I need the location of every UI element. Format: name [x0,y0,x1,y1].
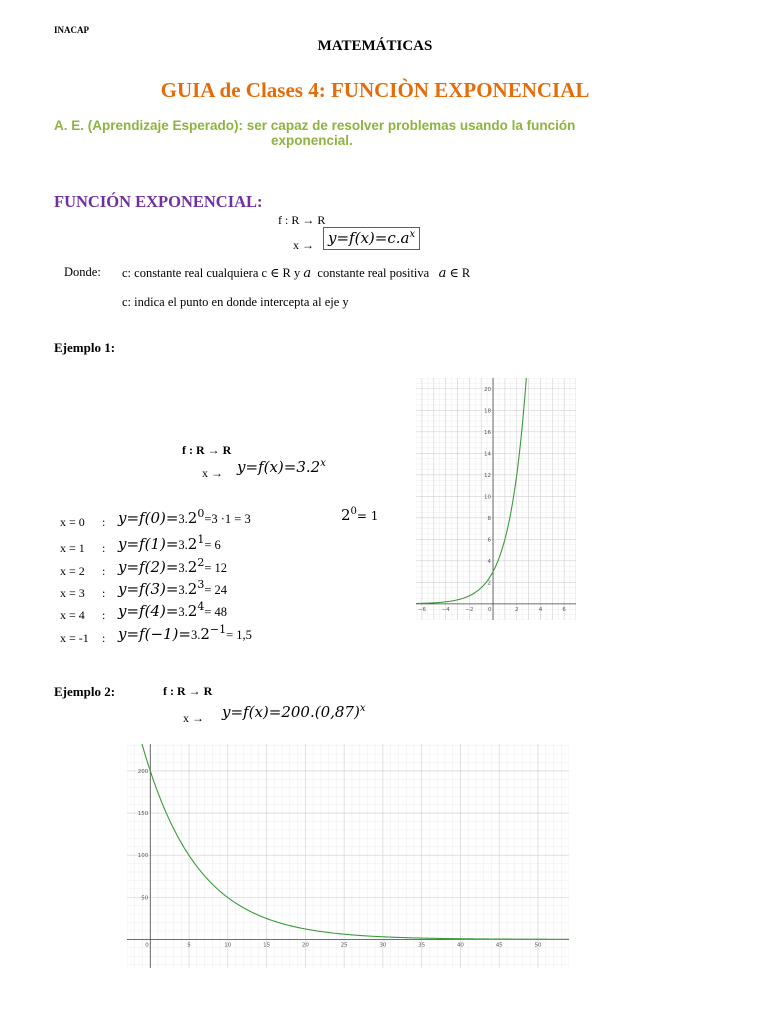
donde-line2: c: indica el punto en donde intercepta al eje y [122,295,349,309]
learning-outcome-line1: A. E. (Aprendizaje Esperado): ser capaz de resolver problemas usando la función [54,118,576,133]
y-tick-label: 10 [484,494,492,501]
example2-formula: $y=f(x)=200.(0,87)^x$ [222,703,366,721]
x-tick-label: −6 [417,606,426,613]
row-separator: : [102,631,106,645]
x-tick-label: 2 [514,606,519,613]
y-tick-label: 20 [484,386,492,393]
x-tick-label: −2 [465,606,474,613]
x-tick-label: 20 [301,942,309,949]
y-tick-label: 14 [484,451,492,458]
y-tick-label: 6 [487,537,492,544]
x-tick-label: 25 [340,942,348,949]
x-tick-label: 40 [456,942,464,949]
y-tick-label: 18 [484,408,492,415]
x-tick-label: 15 [263,942,271,949]
row-x-label: x = 4 [60,608,85,622]
row-x-label: x = -1 [60,631,89,645]
example1-formula: $y=f(x)=3.2^x$ [237,458,326,476]
y-tick-label: 12 [484,472,492,479]
institution-label: INACAP [54,25,89,35]
section-title: FUNCIÓN EXPONENCIAL: [54,192,263,211]
row-calculation: $y=f(0)=3.2^0=3 \cdot 1 = 3$ [118,507,251,527]
row-separator: : [102,586,106,600]
definition-formula-box [323,229,420,248]
example1-mapping: f : R → R [182,443,232,457]
row-x-label: x = 3 [60,586,85,600]
example2-x-arrow: x → [183,711,204,725]
row-separator: : [102,564,106,578]
learning-outcome-line2: exponencial. [271,133,353,148]
row-calculation: $y=f(-1)=3.2^{-1}= 1,5$ [118,623,252,643]
page-title: GUIA de Clases 4: FUNCIÒN EXPONENCIAL [160,78,590,102]
row-separator: : [102,515,106,529]
definition-x: x [293,238,299,252]
x-tick-label: 35 [418,942,426,949]
y-tick-label: 2 [487,580,492,587]
donde-line1: c: constante real cualquiera c ∈ R y a constante real positiva a ∈ R [122,266,471,281]
exponential-decay-chart [127,744,569,968]
example2-label: Ejemplo 2: [54,684,116,699]
definition-mapping: f : R → R [278,213,326,227]
subject-heading: MATEMÁTICAS [317,38,433,54]
x-tick-label: 6 [562,606,566,613]
example1-label: Ejemplo 1: [54,340,116,355]
y-tick-label: 16 [484,429,492,436]
exponential-growth-chart [416,378,576,620]
x-tick-label: 50 [534,942,542,949]
row-x-label: x = 0 [60,515,85,529]
row-x-label: x = 2 [60,564,85,578]
row-separator: : [102,608,106,622]
row-calculation: $y=f(4)=3.2^4= 48$ [118,600,228,620]
x-tick-label: 0 [145,942,149,949]
row-calculation: $y=f(3)=3.2^3= 24$ [118,578,228,598]
x-tick-label: 10 [224,942,232,949]
x-tick-label: 45 [495,942,503,949]
x-tick-label: 4 [538,606,543,613]
y-tick-label: 100 [137,853,149,860]
row-calculation: $y=f(2)=3.2^2= 12$ [118,556,228,576]
x-tick-label: 30 [379,942,387,949]
x-tick-label: −4 [441,606,450,613]
example2-mapping: f : R → R [163,684,213,698]
y-tick-label: 150 [137,811,149,818]
y-tick-label: 8 [487,515,492,522]
definition-formula: $y=f(x)=c.a^x$ [323,227,420,250]
row-separator: : [102,541,106,555]
learning-outcome [54,118,694,148]
donde-label: Donde: [64,265,101,279]
row-calculation: $y=f(1)=3.2^1= 6$ [118,533,221,553]
row-x-label: x = 1 [60,541,85,555]
x-tick-label: 0 [488,606,492,613]
y-tick-label: 200 [137,768,149,775]
example1-x-arrow: x → [202,466,223,480]
example1-side-note: $2^0= 1$ [341,506,379,524]
y-tick-label: 50 [141,895,149,902]
definition-x-arrow: x → [293,238,314,252]
y-tick-label: 4 [487,558,492,565]
x-tick-label: 5 [187,942,191,949]
